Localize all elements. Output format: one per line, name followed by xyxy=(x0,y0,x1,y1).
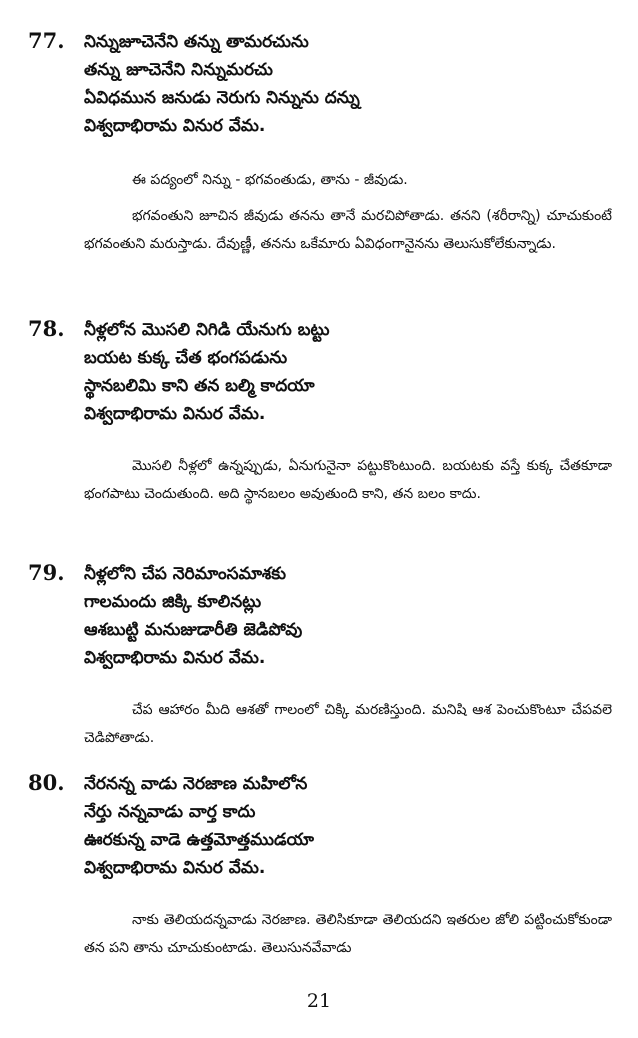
verse-line: నేర్తు నన్నవాడు వార్త కాదు xyxy=(84,802,256,822)
commentary-paragraph: చేప ఆహారం మీది ఆశతో గాలంలో చిక్కి మరణిస్తుంది. మనిషి ఆశ పెంచుకొంటూ చేపవలె చెడిపోతాడు. xyxy=(84,702,612,746)
verse-lines xyxy=(84,28,604,140)
verse-line: గాలమందు జిక్కి కూలినట్లు xyxy=(84,592,262,612)
verse-line: నేరనన్న వాడు నెరజాణ మహిలోన xyxy=(84,774,308,794)
verse-line: విశ్వదాభిరామ వినుర వేమ. xyxy=(84,116,266,136)
verse-line: విశ్వదాభిరామ వినుర వేమ. xyxy=(84,858,266,878)
verse-line: బయట కుక్క చేత భంగపడును xyxy=(84,348,288,368)
verse-number: 77. xyxy=(28,28,65,53)
verse-lines xyxy=(84,316,604,428)
verse-line: స్థానబలిమి కాని తన బల్మి కాదయా xyxy=(84,376,315,396)
verse-line: నిన్నుజూచెనేని తన్ను తామరచును xyxy=(84,32,309,52)
commentary-paragraph: మొసలి నీళ్లలో ఉన్నప్పుడు, ఏనుగునైనా పట్టుకొంటుంది. బయటకు వస్తే కుక్క చేతకూడా భంగపాటు చెందుతుంది. అది స్థానబలం అవుతుంది కాని, తన బలం కాదు. xyxy=(84,458,612,502)
verse-line: విశ్వదాభిరామ వినుర వేమ. xyxy=(84,404,266,424)
verse-lines xyxy=(84,770,604,882)
verse-number: 79. xyxy=(28,560,65,585)
verse-line: నీళ్లలోన మొసలి నిగిడి యేనుగు బట్టు xyxy=(84,320,330,340)
commentary-79 xyxy=(84,696,612,752)
verse-line: నీళ్లలోని చేప నెరిమాంసమాశకు xyxy=(84,564,286,584)
commentary-78 xyxy=(84,452,612,508)
commentary-80 xyxy=(84,906,612,962)
verse-line: తన్ను జూచెనేని నిన్నుమరచు xyxy=(84,60,273,80)
verse-number: 80. xyxy=(28,770,65,795)
commentary-77 xyxy=(84,166,612,258)
verse-line: ఊరకున్న వాడె ఉత్తమోత్తముడయా xyxy=(84,830,314,850)
verse-line: ఆశబుట్టి మనుజుడారీతి జెడిపోవు xyxy=(84,620,303,640)
commentary-paragraph: నాకు తెలియదన్నవాడు నెరజాణ. తెలిసికూడా తెలియదని ఇతరుల జోలి పట్టించుకోకుండా తన పని తాను చూచుకుంటాడు. తెలుసునవేవాడు xyxy=(84,912,612,956)
verse-lines xyxy=(84,560,604,672)
page-number: 21 xyxy=(306,990,332,1012)
verse-line: ఏవిధమున జనుడు నెరుగు నిన్నును దన్ను xyxy=(84,88,360,108)
commentary-paragraph: ఈ పద్యంలో నిన్ను - భగవంతుడు, తాను - జీవుడు. xyxy=(132,172,408,188)
commentary-paragraph: భగవంతుని జూచిన జీవుడు తనను తానే మరచిపోతాడు. తనని (శరీరాన్ని) చూచుకుంటే భగవంతుని మరుస్తాడు. దేవుణ్ణీ, తనను ఒకేమారు ఏవిధంగానైనను తెలుసుకోలేకున్నాడు. xyxy=(84,208,612,252)
verse-number: 78. xyxy=(28,316,65,341)
verse-line: విశ్వదాభిరామ వినుర వేమ. xyxy=(84,648,266,668)
